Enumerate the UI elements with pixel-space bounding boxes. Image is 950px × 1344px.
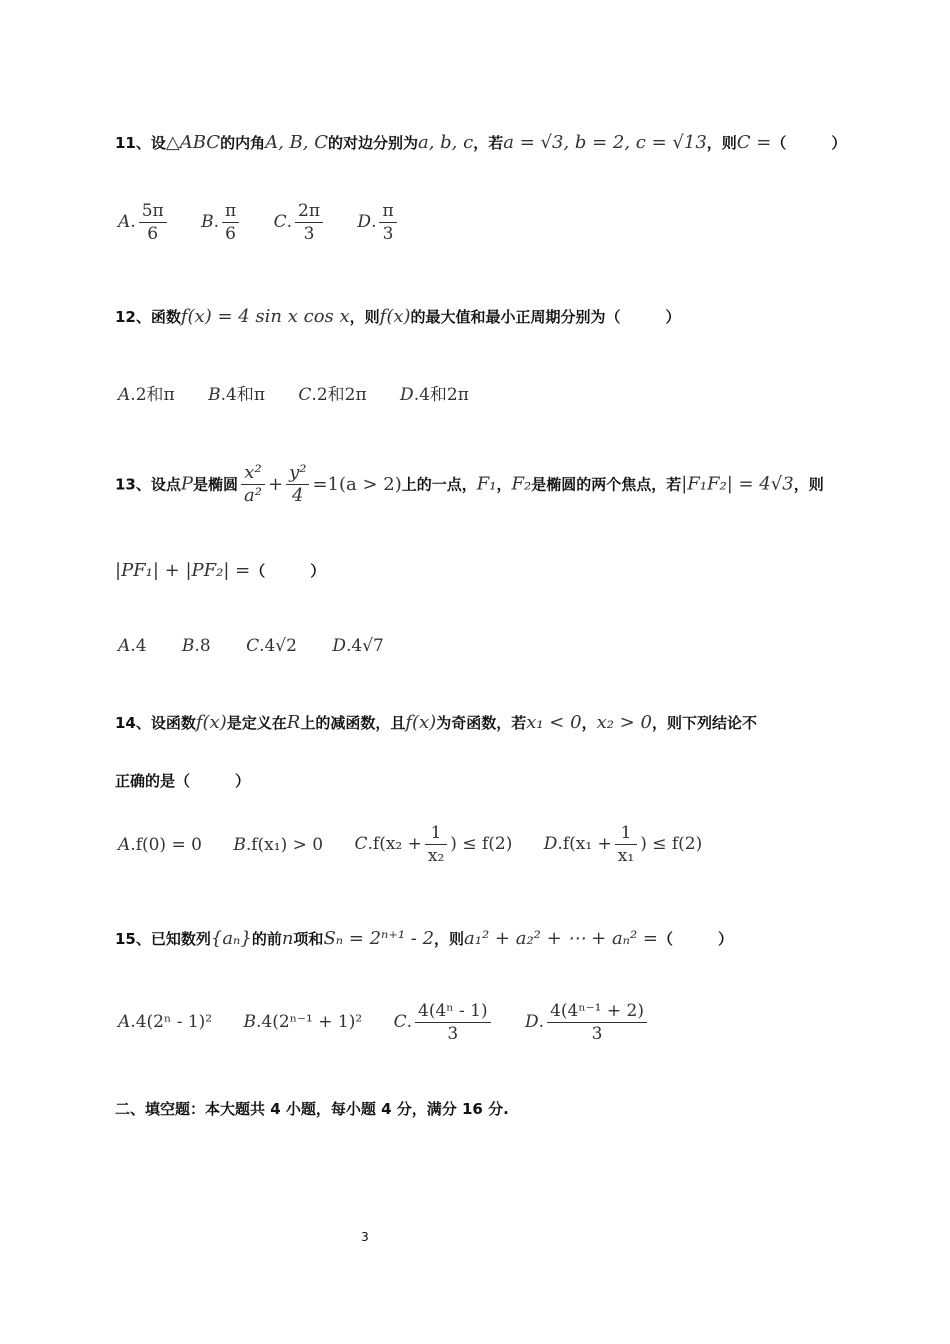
q14-option-a: A.f(0) = 0 (118, 834, 202, 855)
question-14 (115, 712, 757, 733)
q15-option-a: A.4(2ⁿ - 1)² (118, 1012, 213, 1032)
option-text: 2和2π (316, 385, 367, 405)
q13-option-c: C.4√2 (246, 636, 297, 656)
q12-fx: f(x) (379, 306, 411, 327)
q15-option-c: C. $\frac{\text{4(4ⁿ - 1)}}{3}$ (394, 1012, 494, 1032)
q11-text-4: ，则 (706, 134, 737, 152)
q13-condition: |F₁F₂| = 4√3 (681, 473, 794, 495)
option-text: 4(2ⁿ - 1)² (135, 1012, 213, 1032)
q14-cond-1: x₁ < 0 (526, 712, 582, 733)
q14-options (118, 822, 702, 867)
section-2-text: 二、填空题：本大题共 4 小题，每小题 4 分，满分 16 分. (115, 1100, 509, 1118)
frac-num: x² (241, 462, 265, 485)
q12-options (118, 380, 469, 405)
q14-sep: ， (581, 714, 597, 732)
frac-num: π (222, 200, 239, 223)
q13-option-a: A.4 (118, 636, 147, 656)
option-label: A (118, 636, 131, 656)
q12-option-d: D.4和2π (400, 385, 469, 405)
q12-number: 12、函数 (115, 308, 181, 326)
q13-text-2: 上的一点， (401, 475, 477, 494)
frac-den: 4 (292, 485, 304, 506)
q14-text-2: 上的减函数，且 (300, 714, 406, 732)
option-label: B (181, 636, 195, 656)
q14-option-b: B.f(x₁) > 0 (233, 834, 324, 855)
frac-num: y² (286, 462, 309, 485)
option-label: C (354, 834, 368, 854)
q13-sep: ， (496, 475, 512, 494)
q11-option-b: B. $\frac{\pi}{6}$ (201, 212, 242, 232)
q12-function: f(x) = 4 sin x cos x (180, 306, 350, 327)
q13-ellipse: $\frac{\text{x²}}{\text{a²}}$ + $\frac{\text{y²}}{4}$ =1(a > 2) (238, 474, 402, 495)
frac-den: 3 (382, 224, 394, 244)
q15-ask: a₁² + a₂² + ⋯ + aₙ² = (464, 928, 658, 949)
option-pre: f(x₂ + (372, 834, 422, 854)
frac-den: 3 (591, 1024, 603, 1044)
q15-answer-blank: （ ） (658, 930, 734, 948)
frac-num: 2π (295, 200, 323, 223)
q14-line-2-text: 正确的是（ ） (115, 772, 251, 790)
q15-text-3: ，则 (434, 930, 465, 948)
option-text: 8 (199, 636, 211, 656)
option-post: ) ≤ f(2) (450, 834, 513, 854)
frac-den: 3 (447, 1024, 459, 1044)
option-label: A (118, 834, 131, 855)
q12-option-c: C.2和2π (298, 385, 367, 405)
q13-answer-blank: （ ） (250, 562, 326, 580)
option-text: 4和π (226, 385, 265, 405)
frac-den: a² (244, 485, 262, 506)
q11-ask: C = (736, 132, 772, 153)
frac-num: 1 (425, 822, 447, 845)
option-label: D (332, 636, 346, 656)
q12-option-a: A.2和π (118, 385, 175, 405)
q14-text-4: ，则下列结论不 (651, 714, 757, 732)
option-label: B (233, 834, 246, 855)
frac-num: 5π (139, 200, 167, 223)
option-text: 2和π (135, 385, 175, 405)
page-number: 3 (361, 1230, 369, 1244)
option-label: D (400, 385, 414, 405)
q11-text-1: 的内角 (220, 134, 266, 152)
q14-fx-2: f(x) (405, 712, 437, 733)
q14-domain: R (286, 712, 301, 733)
option-label: C (393, 1012, 407, 1032)
frac-den: x₂ (427, 846, 445, 866)
option-post: ) ≤ f(2) (640, 834, 703, 854)
q13-text-3: 是椭圆的两个焦点，若 (531, 475, 682, 494)
q11-option-d: D. $\frac{\pi}{3}$ (357, 212, 399, 232)
q14-option-c: C.f(x₂ + $\frac{1}{\text{x₂}}$ ) ≤ f(2) (354, 823, 513, 866)
option-text: f(0) = 0 (135, 834, 202, 855)
q13-focus-2: F₂ (511, 473, 532, 495)
q11-text-2: 的对边分别为 (327, 134, 418, 152)
q11-text-3: ，若 (473, 134, 504, 152)
frac-num: 1 (615, 822, 637, 845)
q14-fx: f(x) (195, 712, 227, 733)
q15-text-1: 的前 (251, 930, 282, 948)
option-text: 4和2π (419, 385, 469, 405)
option-text: 4√7 (351, 636, 384, 656)
q13-focus-1: F₁ (476, 473, 497, 495)
option-pre: f(x₁ + (562, 834, 612, 854)
q13-options (118, 636, 384, 656)
option-label: C (298, 385, 312, 405)
q14-text-1: 是定义在 (226, 714, 287, 732)
option-label: B (243, 1012, 257, 1032)
q14-option-d: D.f(x₁ + $\frac{1}{\text{x₁}}$ ) ≤ f(2) (543, 823, 703, 866)
q13-ask: |PF₁| + |PF₂| = (115, 560, 251, 581)
q11-condition: a = √3, b = 2, c = √13 (503, 132, 707, 153)
q15-text-2: 项和 (293, 930, 324, 948)
q11-option-a: A. $\frac{5\pi}{6}$ (118, 212, 170, 232)
option-label: C (246, 636, 260, 656)
option-text: 4(2ⁿ⁻¹ + 1)² (261, 1012, 363, 1032)
q12-text-2: 的最大值和最小正周期分别为（ ） (410, 308, 681, 326)
q11-options (118, 200, 400, 245)
question-14-line-2 (115, 770, 250, 791)
q11-answer-blank: （ ） (771, 134, 847, 152)
option-label: D (525, 1012, 539, 1032)
q11-triangle: △ABC (165, 132, 221, 153)
q15-option-b: B.4(2ⁿ⁻¹ + 1)² (243, 1012, 363, 1032)
ellipse-tail: =1(a > 2) (312, 473, 402, 495)
option-label: A (118, 385, 131, 405)
option-label: B (208, 385, 221, 405)
q11-angles: A, B, C (265, 132, 328, 153)
q13-option-b: B.8 (181, 636, 211, 656)
option-label: D (357, 212, 372, 232)
question-13 (115, 462, 824, 507)
q12-text-1: ，则 (349, 308, 380, 326)
frac-num: 4(4ⁿ - 1) (415, 1000, 491, 1023)
option-label: A (118, 1012, 131, 1032)
question-13-line-2 (115, 560, 325, 581)
option-label: A (118, 212, 131, 232)
q12-option-b: B.4和π (208, 385, 265, 405)
q13-number: 13、设点 (115, 475, 181, 494)
q14-cond-2: x₂ > 0 (596, 712, 652, 733)
frac-num: 4(4ⁿ⁻¹ + 2) (547, 1000, 647, 1023)
q14-text-3: 为奇函数，若 (436, 714, 527, 732)
frac-den: 6 (147, 224, 159, 244)
question-12 (115, 306, 681, 327)
q14-number: 14、设函数 (115, 714, 196, 732)
q13-text-1: 是椭圆 (193, 475, 239, 494)
q13-option-d: D.4√7 (332, 636, 384, 656)
question-15 (115, 928, 733, 949)
option-label: C (273, 212, 287, 232)
frac-den: 3 (303, 224, 315, 244)
q11-number: 11、设 (115, 134, 166, 152)
q15-options (118, 1000, 650, 1045)
q15-n: n (281, 928, 294, 949)
option-label: B (201, 212, 214, 232)
q15-option-d: D. $\frac{\text{4(4ⁿ⁻¹ + 2)}}{3}$ (525, 1012, 650, 1032)
q15-sequence: {aₙ} (210, 928, 252, 949)
q15-number: 15、已知数列 (115, 930, 211, 948)
q11-sides: a, b, c (417, 132, 474, 153)
option-label: D (543, 834, 558, 854)
q13-point: P (180, 473, 193, 495)
q13-text-4: ，则 (793, 475, 824, 494)
question-11 (115, 132, 846, 153)
frac-den: x₁ (617, 846, 635, 866)
q11-option-c: C. $\frac{2\pi}{3}$ (274, 212, 326, 232)
section-2-heading (115, 1098, 509, 1119)
frac-den: 6 (225, 224, 236, 244)
option-text: f(x₁) > 0 (251, 834, 324, 855)
option-text: 4√2 (264, 636, 297, 656)
q15-sum: Sₙ = 2ⁿ⁺¹ - 2 (323, 928, 435, 949)
option-text: 4 (135, 636, 147, 656)
frac-num: π (379, 200, 396, 223)
